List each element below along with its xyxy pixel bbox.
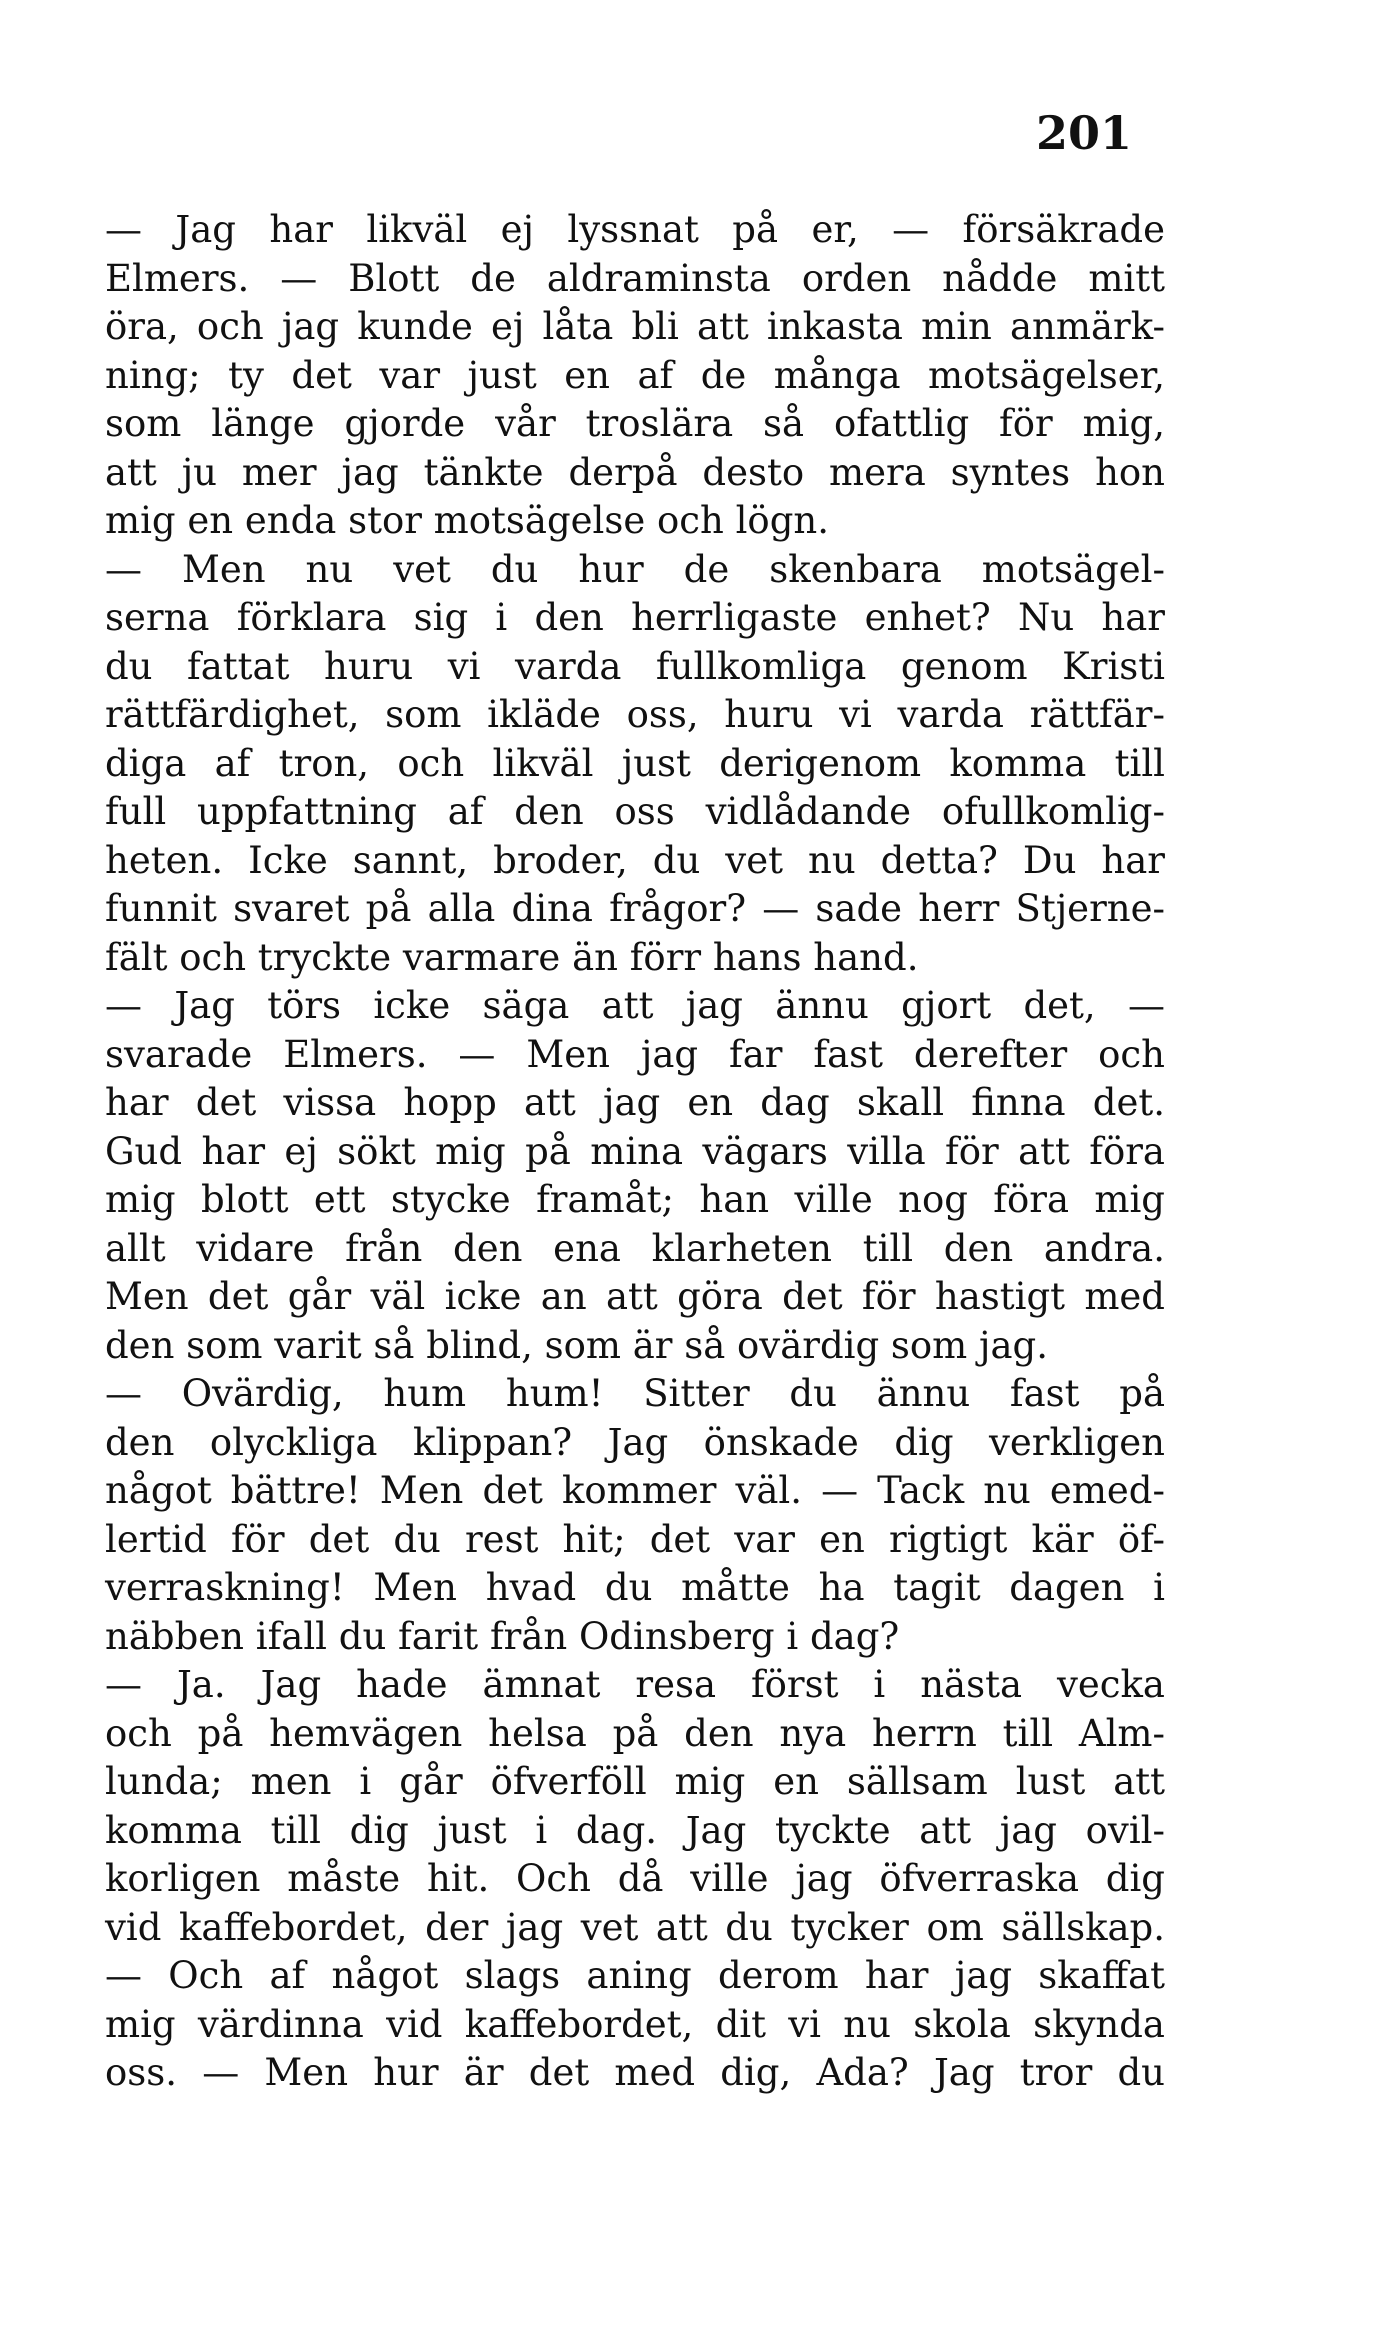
text-line: mig en enda stor motsägelse och lögn. xyxy=(105,499,829,542)
text-line: oss. — Men hur är det med dig, Ada? Jag tror du xyxy=(105,2051,1165,2094)
text-line: Gud har ej sökt mig på mina vägars villa för att föra xyxy=(105,1129,1165,1173)
text-line: öra, och jag kunde ej låta bli att inkasta min anmärk- xyxy=(105,305,1165,348)
text-line: korligen måste hit. Och då ville jag öfverraska dig xyxy=(105,1857,1165,1900)
text-line: lertid för det du rest hit; det var en rigtigt kär öf- xyxy=(105,1517,1165,1561)
text-line: verraskning! Men hvad du måtte ha tagit dagen i xyxy=(105,1566,1165,1609)
text-line: full uppfattning af den oss vidlådande ofullkomlig- xyxy=(105,790,1165,833)
text-line: — Men nu vet du hur de skenbara motsägel- xyxy=(105,547,1165,591)
text-line: att ju mer jag tänkte derpå desto mera syntes hon xyxy=(105,450,1165,494)
page-number: 201 xyxy=(1036,106,1133,160)
text-line: rättfärdighet, som ikläde oss, huru vi varda rättfär- xyxy=(105,693,1165,736)
text-line: vid kaffebordet, der jag vet att du tycker om sällskap. xyxy=(105,1905,1165,1949)
text-line: du fattat huru vi varda fullkomliga genom Kristi xyxy=(105,644,1165,688)
text-line: svarade Elmers. — Men jag far fast derefter och xyxy=(105,1032,1165,1076)
text-line: Men det går väl icke an att göra det för hastigt med xyxy=(105,1275,1165,1318)
text-line: fält och tryckte varmare än förr hans hand. xyxy=(105,935,919,979)
text-line: något bättre! Men det kommer väl. — Tack nu emed- xyxy=(105,1469,1165,1512)
text-line: Elmers. — Blott de aldraminsta orden nådde mitt xyxy=(105,256,1165,300)
text-line: komma till dig just i dag. Jag tyckte att jag ovil- xyxy=(105,1808,1165,1852)
text-line: har det vissa hopp att jag en dag skall finna det. xyxy=(105,1081,1165,1124)
text-line: — Jag törs icke säga att jag ännu gjort det, — xyxy=(105,984,1165,1027)
text-line: och på hemvägen helsa på den nya herrn till Alm- xyxy=(105,1711,1165,1755)
text-line: heten. Icke sannt, broder, du vet nu detta? Du har xyxy=(105,838,1165,882)
text-line: serna förklara sig i den herrligaste enhet? Nu har xyxy=(105,596,1165,639)
text-line: mig värdinna vid kaffebordet, dit vi nu skola skynda xyxy=(105,2002,1165,2046)
text-line: näbben ifall du farit från Odinsberg i dag? xyxy=(105,1614,900,1658)
text-line: den som varit så blind, som är så ovärdig som jag. xyxy=(105,1323,1048,1367)
text-line: funnit svaret på alla dina frågor? — sade herr Stjerne- xyxy=(105,887,1165,930)
text-line: diga af tron, och likväl just derigenom komma till xyxy=(105,741,1165,785)
text-line: allt vidare från den ena klarheten till den andra. xyxy=(105,1226,1165,1270)
body-text xyxy=(105,206,1165,2098)
text-line: som länge gjorde vår troslära så ofattlig för mig, xyxy=(105,402,1165,445)
text-line: ning; ty det var just en af de många motsägelser, xyxy=(105,353,1165,397)
text-line: mig blott ett stycke framåt; han ville nog föra mig xyxy=(105,1178,1165,1221)
text-line: den olyckliga klippan? Jag önskade dig verkligen xyxy=(105,1420,1165,1464)
text-line: — Och af något slags aning derom har jag skaffat xyxy=(105,1954,1165,1997)
text-line: — Jag har likväl ej lyssnat på er, — försäkrade xyxy=(105,208,1165,251)
text-line: — Ovärdig, hum hum! Sitter du ännu fast på xyxy=(105,1372,1165,1415)
text-line: lunda; men i går öfverföll mig en sällsam lust att xyxy=(105,1760,1165,1803)
text-line: — Ja. Jag hade ämnat resa först i nästa vecka xyxy=(105,1663,1165,1706)
